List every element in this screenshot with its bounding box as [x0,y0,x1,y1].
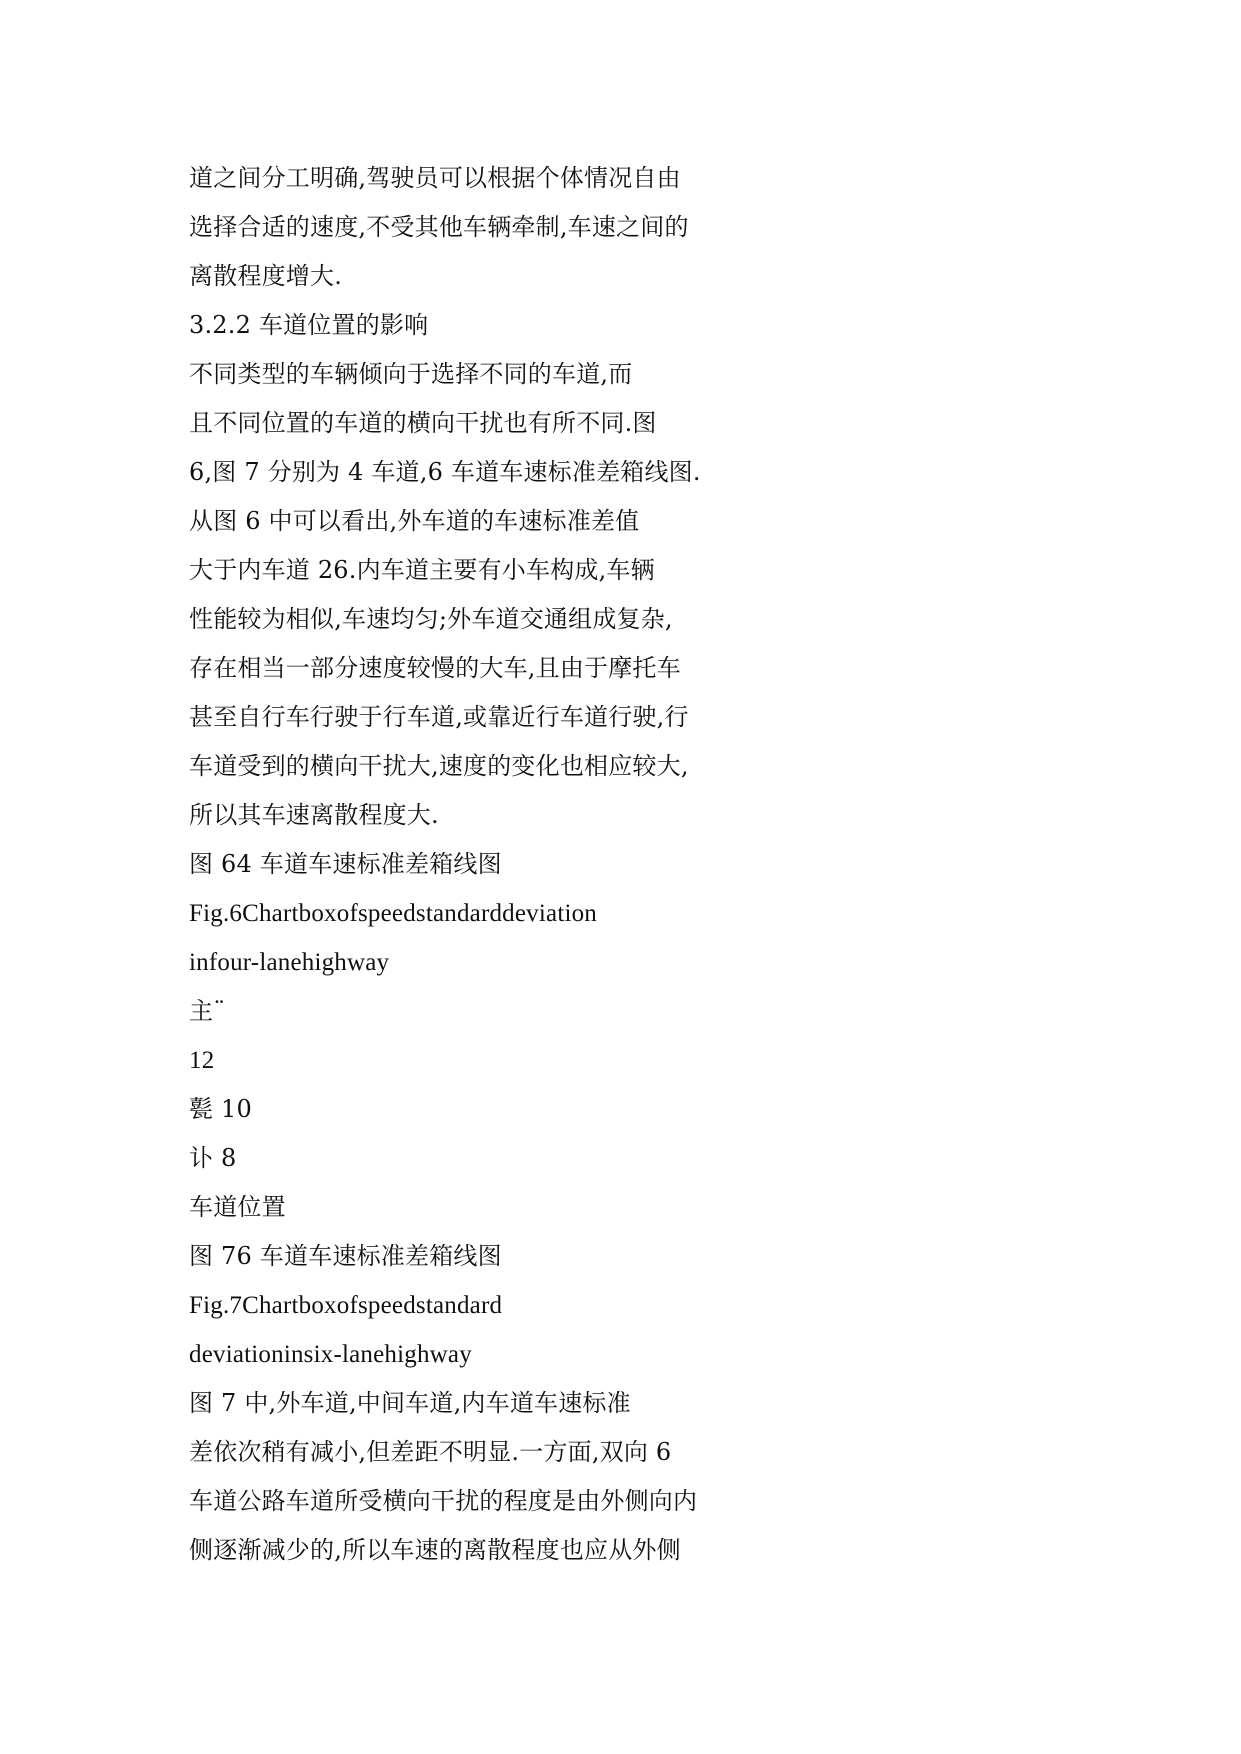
text-line: 从图 6 中可以看出,外车道的车速标准差值 [189,507,640,535]
text-line: 讣 8 [189,1144,237,1172]
text-line: 所以其车速离散程度大. [189,801,439,829]
text-line: 6,图 7 分别为 4 车道,6 车道车速标准差箱线图. [189,458,701,486]
text-line: 图 7 中,外车道,中间车道,内车道车速标准 [189,1389,631,1417]
text-line: 侧逐渐减少的,所以车速的离散程度也应从外侧 [189,1536,681,1564]
text-line: 性能较为相似,车速均匀;外车道交通组成复杂, [189,605,673,633]
figure-caption-en: Fig.6Chartboxofspeedstandarddeviation [189,900,598,927]
text-line: 车道受到的横向干扰大,速度的变化也相应较大, [189,752,689,780]
text-line: 道之间分工明确,驾驶员可以根据个体情况自由 [189,164,681,192]
text-line: 主¨ [189,997,226,1025]
body-text [189,154,1089,1575]
section-heading: 3.2.2 车道位置的影响 [189,311,429,339]
figure-caption-en: Fig.7Chartboxofspeedstandard [189,1292,503,1319]
figure-caption-zh: 图 64 车道车速标准差箱线图 [189,850,502,878]
text-line: 不同类型的车辆倾向于选择不同的车道,而 [189,360,633,388]
text-line: 且不同位置的车道的横向干扰也有所不同.图 [189,409,657,437]
text-line: 大于内车道 26.内车道主要有小车构成,车辆 [189,556,655,584]
text-line: 甚至自行车行驶于行车道,或靠近行车道行驶,行 [189,703,689,731]
figure-caption-en: deviationinsix-lanehighway [189,1341,472,1368]
figure-caption-en: infour-lanehighway [189,949,390,976]
text-line: 选择合适的速度,不受其他车辆牵制,车速之间的 [189,213,689,241]
text-line: 车道位置 [189,1193,286,1221]
text-line: 甏 10 [189,1095,252,1123]
figure-caption-zh: 图 76 车道车速标准差箱线图 [189,1242,502,1270]
text-line: 存在相当一部分速度较慢的大车,且由于摩托车 [189,654,681,682]
text-line: 差依次稍有减小,但差距不明显.一方面,双向 6 [189,1438,672,1466]
text-line: 离散程度增大. [189,262,343,290]
text-line: 12 [189,1047,215,1074]
text-line: 车道公路车道所受横向干扰的程度是由外侧向内 [189,1487,698,1515]
